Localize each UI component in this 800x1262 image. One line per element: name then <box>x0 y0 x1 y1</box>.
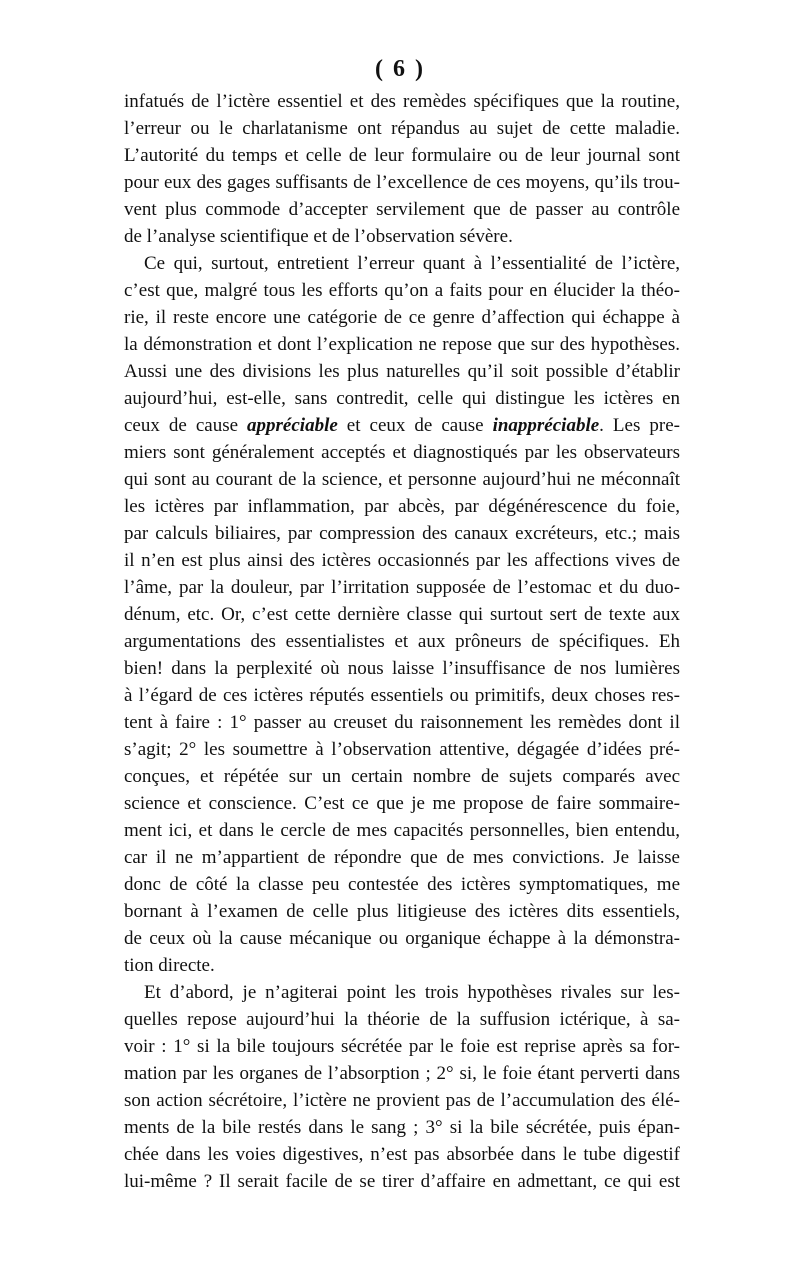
text-line: miers sont généralement acceptés et diagnostiqués par les observateurs <box>124 442 680 463</box>
text-line: la démonstration et dont l’explication ne repose que sur des hypothèses. <box>124 334 680 355</box>
text-line: qui sont au courant de la science, et personne aujourd’hui ne méconnaît <box>124 469 680 490</box>
text-line: car il ne m’appartient de répondre que de mes convictions. Je laisse <box>124 847 680 868</box>
body-text <box>124 88 680 1195</box>
text-line: argumentations des essentialistes et aux prôneurs de spécifiques. Eh <box>124 631 680 652</box>
text-line: voir : 1° si la bile toujours sécrétée par le foie est reprise après sa for- <box>124 1036 680 1057</box>
text-line: Et d’abord, je n’agiterai point les trois hypothèses rivales sur les- <box>144 982 680 1003</box>
text-line: chée dans les voies digestives, n’est pas absorbée dans le tube digestif <box>124 1144 680 1165</box>
text-line: son action sécrétoire, l’ictère ne provient pas de l’accumulation des élé- <box>124 1090 680 1111</box>
text-line: donc de côté la classe peu contestée des ictères symptomatiques, me <box>124 874 680 895</box>
text-line: L’autorité du temps et celle de leur formulaire ou de leur journal sont <box>124 145 680 166</box>
text-line: conçues, et répétée sur un certain nombre de sujets comparés avec <box>124 766 680 787</box>
text-line: il n’en est plus ainsi des ictères occasionnés par les affections vives de <box>124 550 680 571</box>
text-line: bornant à l’examen de celle plus litigieuse des ictères dits essentiels, <box>124 901 680 922</box>
text-line: rie, il reste encore une catégorie de ce genre d’affection qui échappe à <box>124 307 680 328</box>
text-line: Aussi une des divisions les plus naturelles qu’il soit possible d’établir <box>124 361 680 382</box>
text-line: mation par les organes de l’absorption ; 2° si, le foie étant perverti dans <box>124 1063 680 1084</box>
text-line: l’âme, par la douleur, par l’irritation supposée de l’estomac et du duo- <box>124 577 680 598</box>
text-line: tent à faire : 1° passer au creuset du raisonnement les remèdes dont il <box>124 712 680 733</box>
text-line: infatués de l’ictère essentiel et des remèdes spécifiques que la routine, <box>124 91 680 112</box>
text-line: de ceux où la cause mécanique ou organique échappe à la démonstra- <box>124 928 680 949</box>
text-line: les ictères par inflammation, par abcès, par dégénérescence du foie, <box>124 496 680 517</box>
text-line: ments de la bile restés dans le sang ; 3° si la bile sécrétée, puis épan- <box>124 1117 680 1138</box>
text-line: tion directe. <box>124 955 215 976</box>
text-line: l’erreur ou le charlatanisme ont répandus au sujet de cette maladie. <box>124 118 680 139</box>
text-line: science et conscience. C’est ce que je me propose de faire sommaire- <box>124 793 680 814</box>
text-line: de l’analyse scientifique et de l’observation sévère. <box>124 226 513 247</box>
italic-term: appréciable <box>247 415 347 436</box>
text-line <box>124 412 680 439</box>
text-line: à l’égard de ces ictères réputés essentiels ou primitifs, deux choses res- <box>124 685 680 706</box>
text-line: quelles repose aujourd’hui la théorie de la suffusion ictérique, à sa- <box>124 1009 680 1030</box>
text-line: aujourd’hui, est-elle, sans contredit, celle qui distingue les ictères en <box>124 388 680 409</box>
italic-term: inappréciable <box>492 415 600 436</box>
text-line: bien! dans la perplexité où nous laisse l’insuffisance de nos lumières <box>124 658 680 679</box>
text-fragment: . Les pre- <box>599 415 680 436</box>
text-line: lui-même ? Il serait facile de se tirer d’affaire en admettant, ce qui est <box>124 1171 680 1192</box>
text-line: par calculs biliaires, par compression des canaux excréteurs, etc.; mais <box>124 523 680 544</box>
text-line: c’est que, malgré tous les efforts qu’on a faits pour en élucider la théo- <box>124 280 680 301</box>
text-fragment: et ceux de cause <box>346 415 493 436</box>
text-line: ment ici, et dans le cercle de mes capacités personnelles, bien entendu, <box>124 820 680 841</box>
text-line: vent plus commode d’accepter servilement que de passer au contrôle <box>124 199 680 220</box>
text-line: Ce qui, surtout, entretient l’erreur quant à l’essentialité de l’ictère, <box>144 253 680 274</box>
text-line: dénum, etc. Or, c’est cette dernière classe qui surtout sert de texte aux <box>124 604 680 625</box>
text-line: pour eux des gages suffisants de l’excellence de ces moyens, qu’ils trou- <box>124 172 680 193</box>
text-fragment: ceux de cause <box>124 415 248 436</box>
page-number: ( 6 ) <box>375 56 425 82</box>
text-line: s’agit; 2° les soumettre à l’observation attentive, dégagée d’idées pré- <box>124 739 680 760</box>
